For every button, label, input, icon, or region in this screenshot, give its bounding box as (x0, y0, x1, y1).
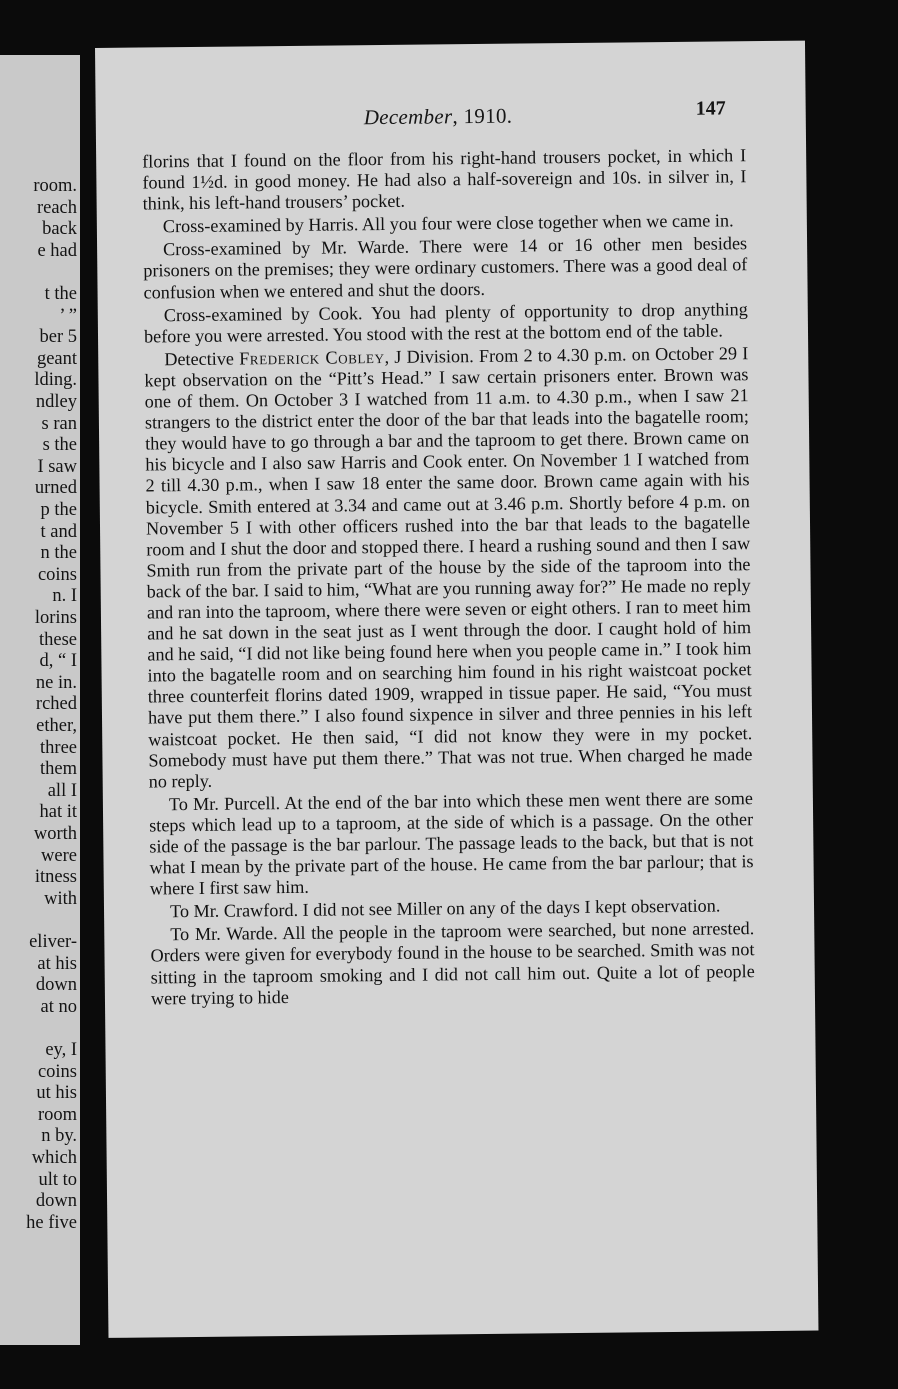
facing-page-line: hat it (39, 802, 77, 823)
facing-page-line: coins (37, 564, 77, 585)
facing-page-line: t and (40, 521, 77, 542)
facing-page-line: he five (26, 1212, 77, 1233)
testimony-text: , J Division. From 2 to 4.30 p.m. on October 29 I kept observation on the “Pitt’s Head.” I saw certain prisoners enter. Brown was one of them. On October 3 I watched from 11 a.m. to 4.30 p.m., when I saw 21 strangers to the district enter the door of the bar that leads into the bagatelle room; they would have to go through a bar and the taproom to get there. Brown came on his bicycle and I also saw Harris and Cook enter. On November 1 I watched from 2 till 4.30 p.m., when I saw 18 enter the same door. Brown came again with his bicycle. Smith entered at 3.34 and came out at 3.46 p.m. Shortly before 4 p.m. on November 5 I with other officers rushed into the bar that leads to the bagatelle room and I shut the door and stopped there. I heard a rushing sound and then I saw Smith run from the private part of the house by the side of the taproom into the back of the bar. I said to him, “What are you running away for?” He made no reply and ran into the taproom, where there were seven or eight others. I ran to meet him and he sat down in the seat just as I went through the door. I caught hold of him and he said, “I did not like being found here when you people came in.” I took him into the bagatelle room and on searching him found in his right waistcoat pocket three counterfeit florins dated 1909, wrapped in tissue paper. He said, “You must have put them there.” I also found sixpence in silver and three pennies in his left waistcoat pocket. He then said, “I did not know they were in my pocket. Somebody must have put them there.” That was not true. When charged he made no reply. (144, 343, 753, 792)
paragraph-to-crawford: To Mr. Crawford. I did not see Miller on any of the days I kept observation. (169, 895, 721, 922)
facing-page-line: worth (33, 824, 77, 844)
facing-page-line: room (37, 1104, 77, 1125)
facing-page-line: down (35, 975, 77, 996)
facing-page-line: ndley (35, 392, 77, 412)
facing-page-line: eliver- (29, 932, 77, 952)
running-head (364, 104, 513, 131)
paragraph-cross-examined-harris: Cross-examined by Harris. All you four were close together when we came in. (162, 210, 734, 237)
paragraph-to-warde: To Mr. Warde. All the people in the taproom were searched, but none arrested. Orders were given for everybody found in the house to be searched. Smith was not sitting in the taproom smoking and I did not call him out. Quite a lot of people were trying to hide (150, 918, 755, 1009)
facing-page-line: with (44, 888, 77, 909)
facing-page-line: rched (35, 694, 77, 715)
paragraph-cross-examined-cook: Cross-examined by Cook. You had plenty of opportunity to drop anything before you were arrested. You stood with the rest at the bottom end of the table. (143, 298, 748, 347)
facing-page-line: reach (36, 197, 77, 218)
facing-page-line: which (31, 1148, 77, 1168)
facing-page-line: ult to (38, 1169, 77, 1190)
paragraph-cobley-testimony (144, 343, 753, 792)
facing-page-edge (0, 55, 80, 1345)
page-number: 147 (695, 97, 726, 120)
facing-page-line: at his (37, 953, 77, 974)
running-head-year: , 1910. (452, 103, 513, 129)
facing-page-line: coins (37, 1061, 77, 1082)
facing-page-line: d, “ I (39, 651, 77, 672)
facing-page-line: back (42, 219, 77, 240)
testimony-intro: Detective (164, 348, 235, 370)
facing-page-line: them (40, 759, 77, 780)
witness-name: Frederick Cobley (239, 346, 385, 369)
facing-page-line: n. I (52, 586, 77, 607)
facing-page-line: s ran (41, 413, 77, 434)
facing-page-line: at no (40, 996, 77, 1017)
facing-page-line: were (41, 845, 77, 866)
facing-page-line: these (38, 629, 77, 650)
facing-page-line: itness (34, 867, 77, 888)
paragraph-continued: florins that I found on the floor from his right-hand trousers pocket, in which I found 1½d. in good money. He had also a half-sovereign and 10s. in silver in, I think, his left-hand trousers’ pocket. (142, 145, 747, 214)
facing-page-line: room. (33, 176, 77, 196)
facing-page-line: geant (36, 348, 77, 369)
facing-page-line: n the (40, 543, 77, 564)
facing-page-line: t the (44, 284, 77, 304)
book-page (95, 41, 818, 1338)
facing-page-line: s the (42, 435, 77, 456)
running-head-month: December (363, 104, 453, 130)
facing-page-line: n by. (41, 1126, 77, 1147)
facing-page-line: lding. (34, 370, 77, 391)
paragraph-to-purcell: To Mr. Purcell. At the end of the bar into which these men went there are some steps which lead up to a taproom, at the side of which is a passage. On the other side of the passage is the bar parlour. The passage leads to the back, but that is not what I mean by the private part of the house. He came from the bar parlour; that is where I first saw him. (149, 787, 754, 899)
facing-page-line: p the (40, 500, 77, 520)
facing-page-line: urned (34, 478, 77, 499)
facing-page-line: ey, I (45, 1040, 77, 1060)
facing-page-line: ne in. (35, 672, 77, 693)
facing-page-line: e had (37, 240, 77, 261)
facing-page-line: ether, (36, 716, 77, 736)
paragraph-cross-examined-warde: Cross-examined by Mr. Warde. There were 14 or 16 other men besides prisoners on the premises; they were ordinary customers. There was a good deal of confusion when we entered and shut the doors. (143, 233, 748, 303)
facing-page-line: I saw (37, 456, 77, 477)
facing-page-line: ber 5 (39, 327, 77, 348)
facing-page-line: lorins (34, 608, 77, 628)
facing-page-line: all I (47, 780, 77, 801)
facing-page-line: ut his (36, 1083, 77, 1104)
facing-page-line: down (35, 1191, 77, 1212)
facing-page-line: three (40, 737, 77, 758)
page-body (142, 145, 755, 1011)
facing-page-line: ’ ” (59, 305, 77, 326)
